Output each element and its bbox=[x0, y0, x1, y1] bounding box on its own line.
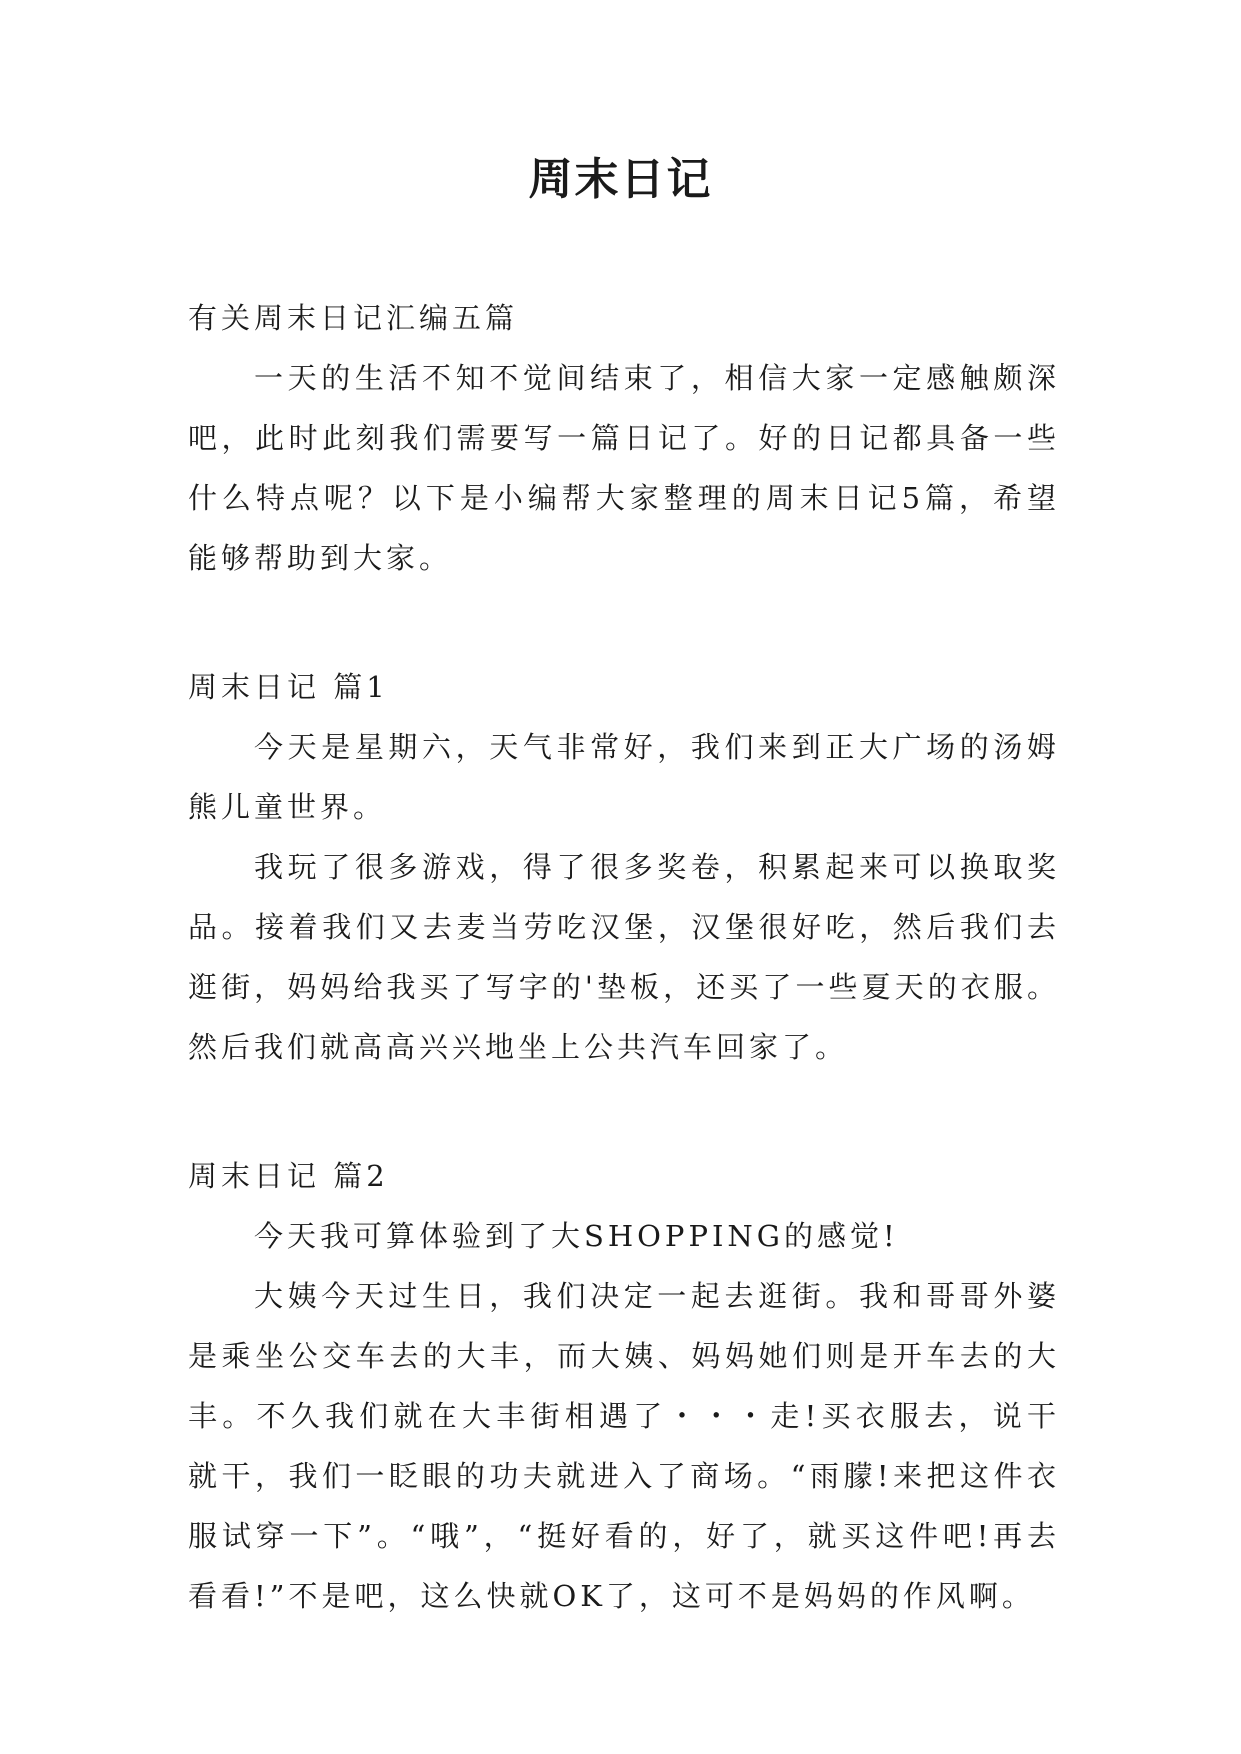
section-paragraph: 大姨今天过生日，我们决定一起去逛街。我和哥哥外婆是乘坐公交车去的大丰，而大姨、妈妈她们则是开车去的大丰。不久我们就在大丰街相遇了・・・走!买衣服去，说干就干，我们一眨眼的功夫就进入了商场。“雨朦!来把这件衣服试穿一下”。“哦”，“挺好看的，好了，就买这件吧!再去看看!”不是吧，这么快就OK了，这可不是妈妈的作风啊。 bbox=[188, 1279, 1060, 1613]
section-paragraph: 今天是星期六，天气非常好，我们来到正大广场的汤姆熊儿童世界。 bbox=[188, 730, 1060, 824]
intro-paragraph: 一天的生活不知不觉间结束了，相信大家一定感触颇深吧，此时此刻我们需要写一篇日记了。好的日记都具备一些什么特点呢？以下是小编帮大家整理的周末日记5篇，希望能够帮助到大家。 bbox=[188, 361, 1060, 575]
section-heading: 周末日记 篇2 bbox=[188, 1159, 389, 1193]
document-body bbox=[188, 288, 1060, 1626]
diary-section-2 bbox=[188, 1146, 1060, 1626]
diary-section-1 bbox=[188, 657, 1060, 1077]
intro-heading: 有关周末日记汇编五篇 bbox=[188, 301, 519, 335]
section-paragraph: 今天我可算体验到了大SHOPPING的感觉! bbox=[254, 1219, 899, 1253]
page-title: 周末日记 bbox=[528, 154, 713, 205]
section-paragraph: 我玩了很多游戏，得了很多奖卷，积累起来可以换取奖品。接着我们又去麦当劳吃汉堡，汉堡很好吃，然后我们去逛街，妈妈给我买了写字的'垫板，还买了一些夏天的衣服。然后我们就高高兴兴地坐上公共汽车回家了。 bbox=[188, 850, 1060, 1064]
section-heading: 周末日记 篇1 bbox=[188, 670, 389, 704]
